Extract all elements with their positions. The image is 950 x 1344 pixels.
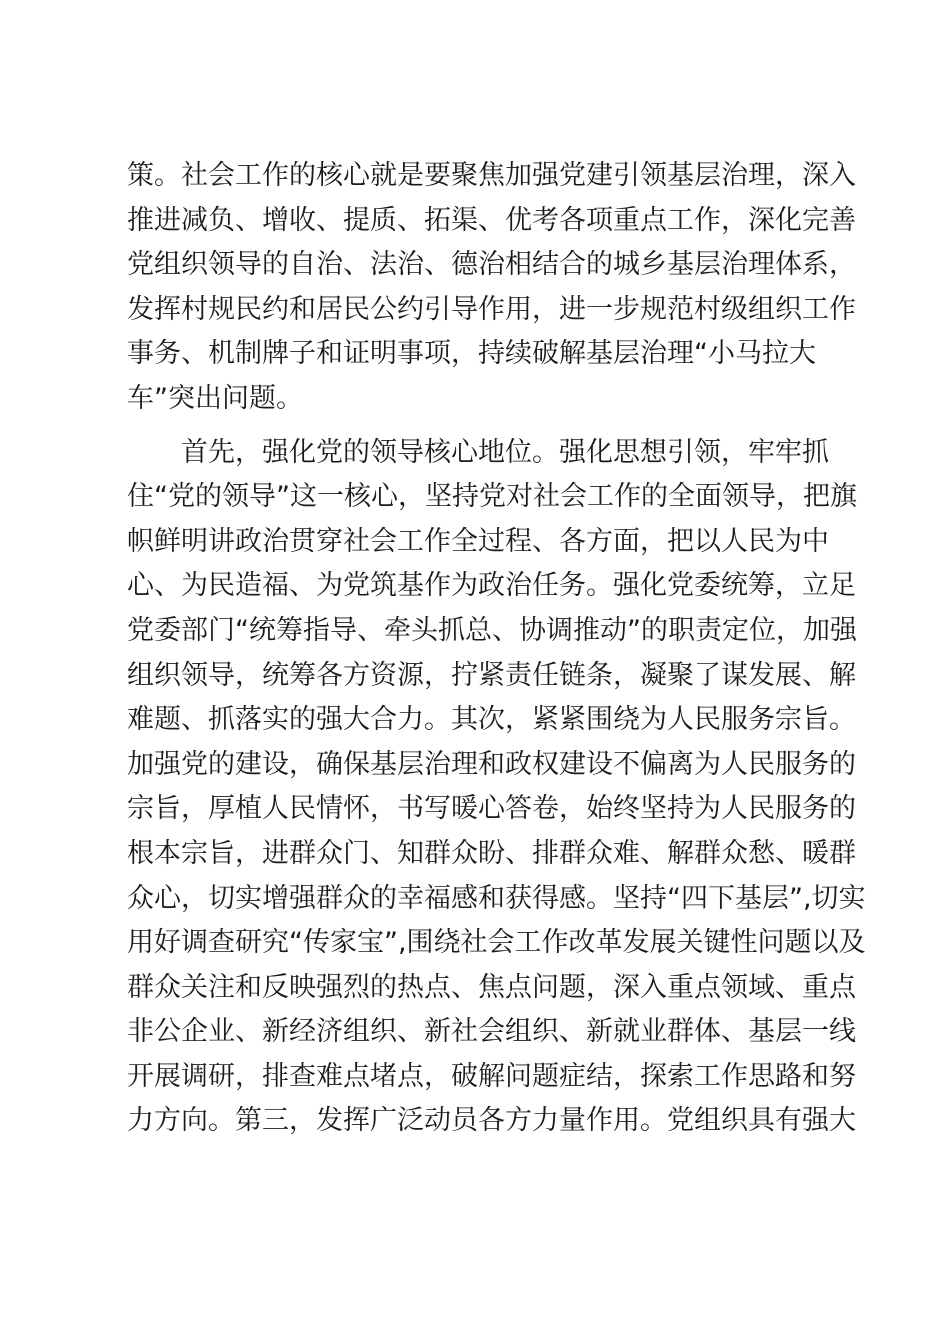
text-line: 开展调研，排查难点堵点，破解问题症结，探索工作思路和努 <box>127 1060 856 1092</box>
paragraph-2 <box>127 431 866 1145</box>
text-line: 心、为民造福、为党筑基作为政治任务。强化党委统筹，立足 <box>127 570 856 602</box>
text-line: 首先，强化党的领导核心地位。强化思想引领，牢牢抓 <box>127 436 829 468</box>
text-line: 车”突出问题。 <box>127 382 303 414</box>
text-line: 策。社会工作的核心就是要聚焦加强党建引领基层治理，深入 <box>127 160 856 191</box>
text-line: 众心，切实增强群众的幸福感和获得感。坚持“四下基层”,切实 <box>127 882 866 914</box>
paragraph-spacing <box>127 422 827 431</box>
paragraph-1 <box>127 154 856 422</box>
text-line: 党组织领导的自治、法治、德治相结合的城乡基层治理体系， <box>127 249 856 281</box>
text-line: 帜鲜明讲政治贯穿社会工作全过程、各方面，把以人民为中 <box>127 525 829 557</box>
text-line: 住“党的领导”这一核心，坚持党对社会工作的全面领导，把旗 <box>127 481 857 513</box>
text-line: 党委部门“统筹指导、牵头抓总、协调推动”的职责定位，加强 <box>127 614 857 646</box>
text-line: 非公企业、新经济组织、新社会组织、新就业群体、基层一线 <box>127 1016 856 1048</box>
text-line: 力方向。第三，发挥广泛动员各方力量作用。党组织具有强大 <box>127 1105 856 1137</box>
body-text <box>127 154 866 1144</box>
text-line: 宗旨，厚植人民情怀，书写暖心答卷，始终坚持为人民服务的 <box>127 793 856 825</box>
text-line: 组织领导，统筹各方资源，拧紧责任链条，凝聚了谋发展、解 <box>127 659 856 691</box>
text-line: 根本宗旨，进群众门、知群众盼、排群众难、解群众愁、暖群 <box>127 837 856 869</box>
text-line: 群众关注和反映强烈的热点、焦点问题，深入重点领域、重点 <box>127 971 856 1003</box>
text-line: 加强党的建设，确保基层治理和政权建设不偏离为人民服务的 <box>127 748 856 780</box>
text-line: 用好调查研究“传家宝”,围绕社会工作改革发展关键性问题以及 <box>127 927 866 959</box>
text-line: 发挥村规民约和居民公约引导作用，进一步规范村级组织工作 <box>127 293 856 325</box>
text-line: 事务、机制牌子和证明事项，持续破解基层治理“小马拉大 <box>127 338 816 370</box>
text-line: 推进减负、增收、提质、拓渠、优考各项重点工作，深化完善 <box>127 204 856 236</box>
text-line: 难题、抓落实的强大合力。其次，紧紧围绕为人民服务宗旨。 <box>127 704 856 736</box>
